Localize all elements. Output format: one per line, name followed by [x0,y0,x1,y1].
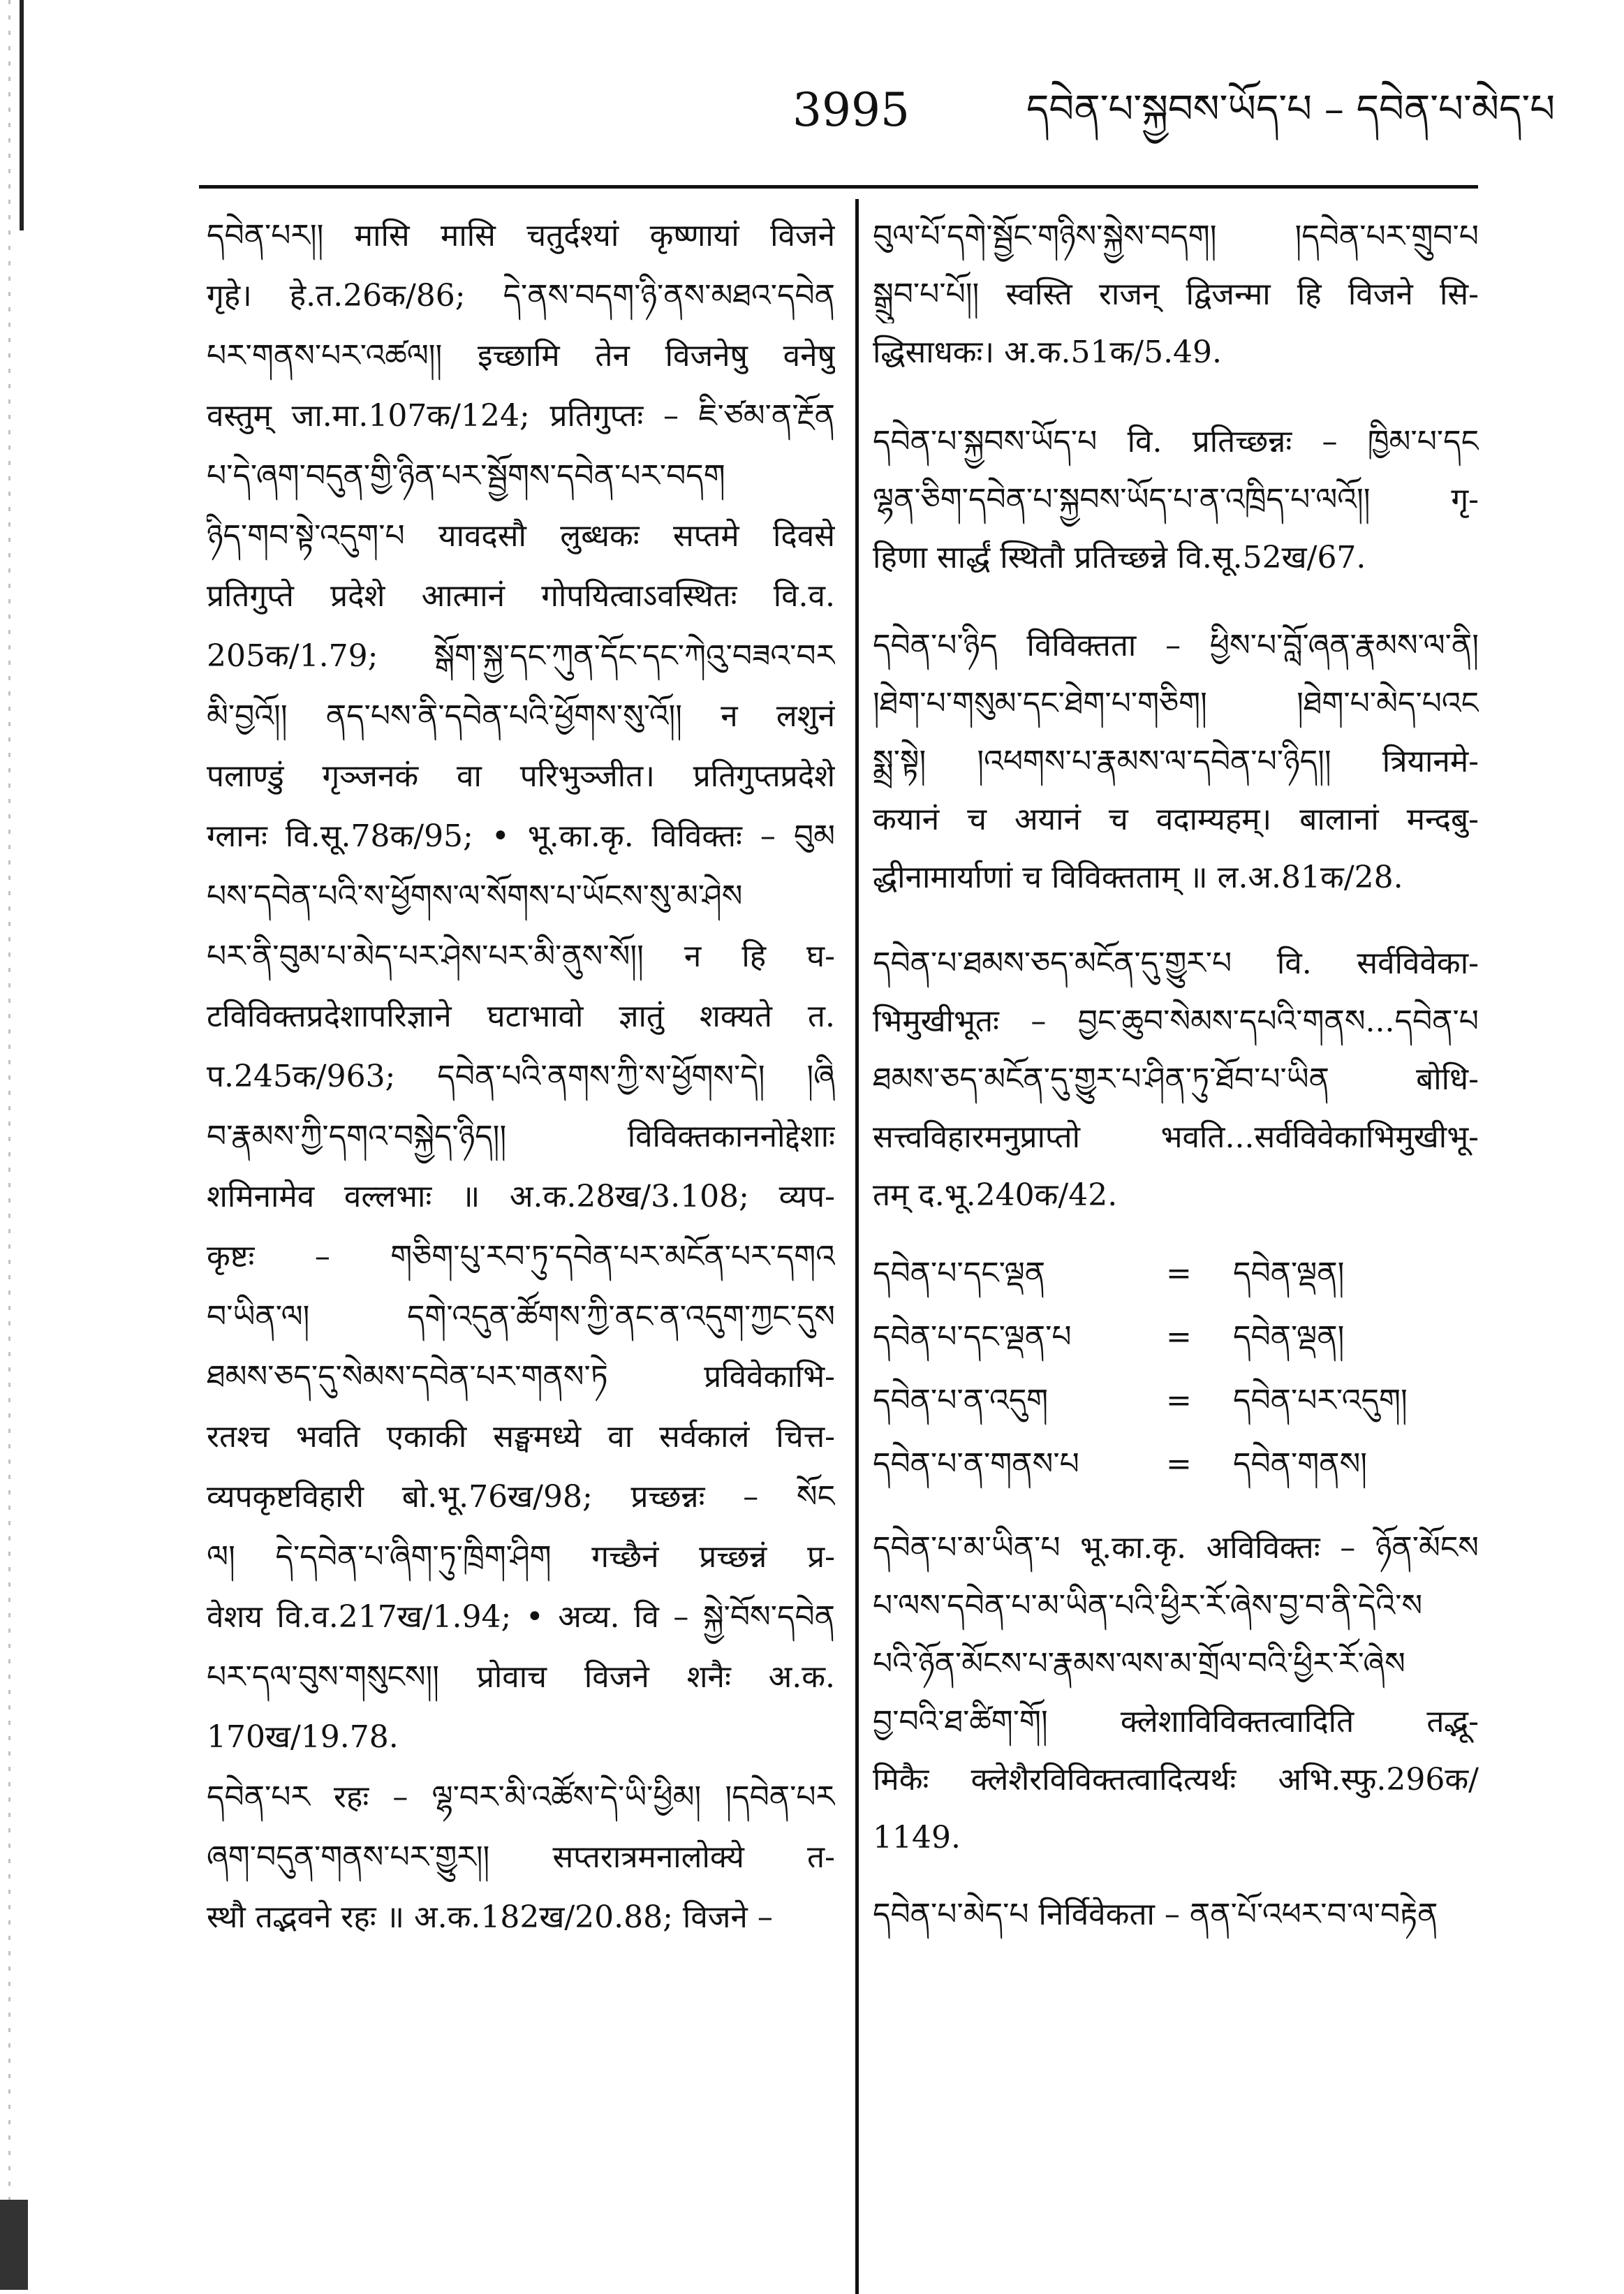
text-line: ལ། དེ་དབེན་པ་ཞིག་ཏུ་ཁྲིག་ཤིག गच्छैनं प्रच्छन्नं प्र- [207,1539,835,1575]
cross-ref-term: དབེན་པ་ན་འདུག [873,1383,1049,1418]
text-line: དབེན་པར रहः – ལྷ་བར་མི་འཚོས་དེ་ཡི་ཕྱིམ། །དབེན་པར [207,1779,835,1815]
entry-avivikta [873,1519,1479,1867]
text-line: པར་ནི་བུམ་པ་མེད་པར་ཤེས་པར་མི་ནུས་སོ།། न हि घ- [207,939,835,974]
text-line: ལྷན་ཅིག་དབེན་པ་སྐྱབས་ཡོད་པ་ན་འཁྲིད་པ་ལའོ།། गृ- [873,482,1479,517]
cross-reference-row [873,1305,1479,1369]
cross-ref-target: དབེན་པར་འདུག། [1233,1383,1408,1418]
text-line: 170ख/19.78. [207,1719,399,1755]
equals-sign: = [1166,1446,1192,1482]
text-line: མི་བྱའོ།། ནད་པས་ནི་དབེན་པའི་ཕྱོགས་སུ་འོ།། न लशुनं [207,698,835,734]
text-line: དབེན་པ་ཐམས་ཅད་མངོན་དུ་གྱུར་པ वि. सर्वविवेका- [873,946,1479,981]
text-line: བྱ་བའི་ཐ་ཚིག་གོ། क्लेशाविविक्तत्वादिति तद्भू- [873,1704,1479,1740]
scan-edge-mark [20,0,24,230]
entry-nirvivekata [873,1885,1479,1943]
text-line: टविविक्तप्रदेशापरिज्ञाने घटाभावो ज्ञातुं शक्यते त. [207,999,835,1034]
text-line: 1149. [873,1820,961,1855]
text-line: स्थौ तद्भवने रहः ॥ अ.क.182ख/20.88; विजने – [207,1899,773,1935]
equals-sign: = [1166,1256,1192,1291]
text-line: པར་དལ་བུས་གསུངས།། प्रोवाच विजने शनैः अ.क. [207,1659,835,1695]
entry-viviktata [873,617,1479,906]
text-line: प्रतिगुप्ते प्रदेशे आत्मानं गोपयित्वाऽवस्थितः वि.व. [207,578,835,614]
text-line: पलाण्डुं गृञ्जनकं वा परिभुञ्जीत। प्रतिगुप्तप्रदेशे [207,758,835,794]
text-line: कृष्टः – གཅིག་པུ་རབ་ཏུ་དབེན་པར་མངོན་པར་དགའ [207,1239,835,1274]
text-line: པར་གནས་པར་འཚལ།། इच्छामि तेन विजनेषु वनेषु [207,338,835,374]
cross-ref-term: དབེན་པ་ན་གནས་པ [873,1446,1079,1482]
text-line: द्धिसाधकः। अ.क.51क/5.49. [873,334,1223,370]
running-head: དབེན་པ་སྐྱབས་ཡོད་པ – དབེན་པ་མེད་པ [1026,87,1556,132]
text-line: कयानं च अयानं च वदाम्यहम्। बालानां मन्दबु- [873,802,1479,837]
text-line: ཐམས་ཅད་དུ་སེམས་དབེན་པར་གནས་ཏེ प्रविवेकाभि- [207,1359,835,1395]
text-line: ཉིད་གབ་སྟེ་འདུག་པ यावदसौ लुब्धकः सप्तमे दिवसे [207,518,835,554]
scan-edge-noise [8,0,10,2290]
text-line: द्धीनामार्याणां च विविक्तताम् ॥ ल.अ.81क/28. [873,860,1403,895]
equals-sign: = [1166,1383,1192,1418]
column-divider [855,199,859,2294]
cross-ref-term: དབེན་པ་དང་ལྡན་པ [873,1319,1072,1355]
cross-ref-target: དབེན་ལྡན། [1233,1319,1345,1355]
cross-reference-row [873,1432,1479,1496]
page-number: 3995 [792,83,910,137]
text-line: वस्तुम् जा.मा.107क/124; प्रतिगुप्तः – ཇི་ཙམ་ན་རྔོན [207,398,835,434]
text-line: मिकैः क्लेशैरविविक्तत्वादित्यर्थः अभि.स्फु.296क/ [873,1762,1479,1797]
cross-reference-row [873,1242,1479,1305]
text-line: བ་ཡིན་ལ། དགེ་འདུན་ཚོགས་ཀྱི་ནང་ན་འདུག་ཀྱང་དུས [207,1299,835,1335]
text-line: དབེན་པ་ཉིད विविक्तता – ཕྱིས་པ་བློ་ཞན་རྣམས་ལ་ནི། [873,628,1479,663]
text-line: དབེན་པ་མེད་པ निर्विवेकता – ནན་པོ་འཕར་བ་ལ་བརྟེན [873,1897,1438,1932]
text-line: ཞག་བདུན་གནས་པར་གྱུར།། सप्तरात्रमनालोक्ये त- [207,1839,835,1875]
cross-ref-target: དབེན་ལྡན། [1233,1256,1345,1291]
cross-ref-term: དབེན་པ་དང་ལྡན [873,1256,1046,1291]
text-line: པའི་ཉོན་མོངས་པ་རྣམས་ལས་མ་གྲོལ་བའི་ཕྱིར་རོ་ཞེས [873,1646,1405,1682]
cross-reference-row [873,1369,1479,1432]
text-line: དབེན་པ་སྐྱབས་ཡོད་པ वि. प्रतिच्छन्नः – ཁྱིམ་པ་དང [873,424,1479,459]
text-line: པ་ལས་དབེན་པ་མ་ཡིན་པའི་ཕྱིར་རོ་ཞེས་བྱ་བ་ནི་དེའི་ས [873,1588,1423,1624]
text-line: །ཐེག་པ་གསུམ་དང་ཐེག་པ་གཅིག། །ཐེག་པ་མེད་པའང [873,686,1479,721]
text-line: བུལ་པོ་དགེ་སྦྱོང་གཉིས་སྐྱེས་བདག། །དབེན་པར་གྲུབ་པ [873,219,1479,254]
text-line: व्यपकृष्टविहारी बो.भू.76ख/98; प्रच्छन्नः – སོང [207,1479,835,1515]
header-rule [199,185,1478,189]
text-line: བ་རྣམས་ཀྱི་དགའ་བསྐྱེད་ཉིད།། विविक्तकाननोद्देशाः [207,1119,835,1154]
text-line: शमिनामेव वल्लभाः ॥ अ.क.28ख/3.108; व्यप- [207,1179,835,1214]
text-line: 205क/1.79; སྒོག་སྐྱ་དང་ཀུན་དོང་དང་ཀེའུ་བཟའ་བར [207,638,835,674]
text-line: तम् द.भू.240क/42. [873,1177,1118,1213]
text-line: ཐམས་ཅད་མངོན་དུ་གྱུར་པ་ཤིན་ཏུ་ཐོབ་པ་ཡིན बोधि- [873,1061,1479,1097]
text-line: པ་དེ་ཞག་བདུན་གྱི་ཉིན་པར་སྦྱོགས་དབེན་པར་བདག [207,458,725,494]
text-line: ग्लानः वि.सू.78क/95; • भू.का.कृ. विविक्तः – བུམ [207,818,835,854]
text-line: སྒྲུབ་པ་པོ།། स्वस्ति राजन् द्विजन्मा हि विजने सि- [873,277,1479,312]
text-line: हिणा सार्द्धं स्थितौ प्रतिच्छन्ने वि.सू.52ख/67. [873,540,1366,575]
text-line: དབེན་པར།། मासि मासि चतुर्दश्यां कृष्णायां विजने [207,218,835,253]
entry-sarvaviveka [873,934,1479,1224]
text-line: गृहे। हे.त.26क/86; དེ་ནས་བདག་ཉི་ནས་མཐའ་དབེན [207,278,835,314]
scan-corner-shadow [0,2200,28,2290]
equals-sign: = [1166,1319,1192,1355]
text-line: भिमुखीभूतः – བྱང་ཆུབ་སེམས་དཔའི་གནས...དབེན་པ [873,1003,1479,1039]
cross-ref-target: དབེན་གནས། [1233,1446,1368,1482]
text-line: སྨྲ་སྟེ། །འཕགས་པ་རྣམས་ལ་དབེན་པ་ཉིད།། त्रियानमे- [873,744,1479,779]
text-line: वेशय वि.व.217ख/1.94; • अव्य. वि – སྐྱེ་བོས་དབེན [207,1599,835,1635]
entry-continuation [873,207,1479,381]
text-line: དབེན་པ་མ་ཡིན་པ भू.का.कृ. अविविक्तः – ཉོན་མོངས [873,1530,1479,1566]
text-line: པས་དབེན་པའི་ས་ཕྱོགས་ལ་སོགས་པ་ཡོངས་སུ་མ་ཤེས [207,878,743,914]
text-line: सत्त्वविहारमनुप्राप्तो भवति...सर्वविवेकाभिमुखीभू- [873,1119,1479,1155]
left-column [207,206,835,1948]
entry-pratichchhanna [873,413,1479,587]
text-line: प.245क/963; དབེན་པའི་ནགས་ཀྱི་ས་ཕྱོགས་དེ། །ཞི [207,1059,835,1094]
text-line: रतश्च भवति एकाकी सङ्घमध्ये वा सर्वकालं चित्त- [207,1419,835,1455]
